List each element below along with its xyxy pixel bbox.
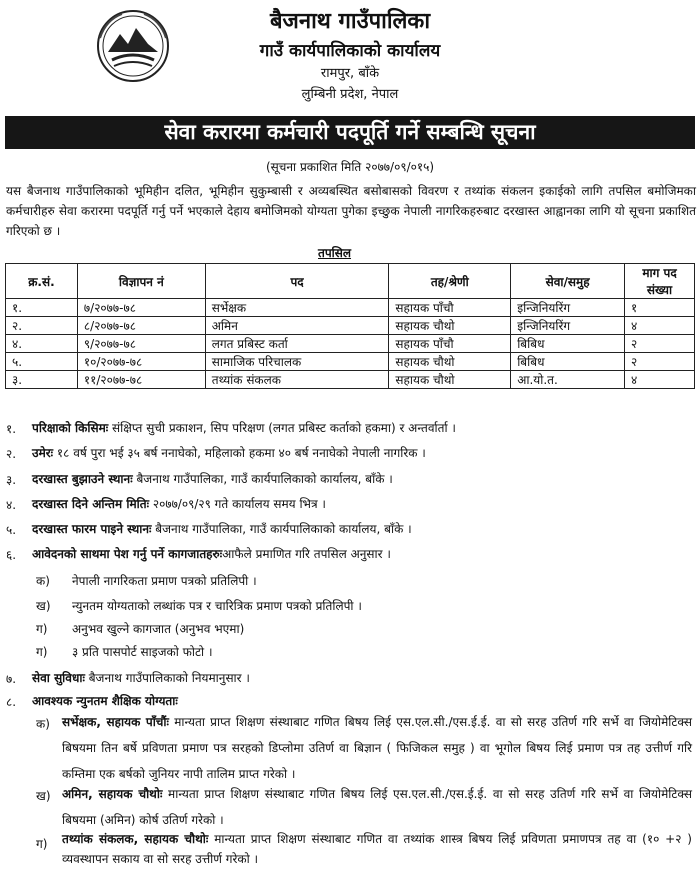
vacancy-table [5,263,695,389]
col-header-service: सेवा/समुह [511,264,625,299]
qual-amin [62,781,692,833]
office-location: रामपुर, बाँके [320,66,380,81]
cell-serial: १. [6,299,78,317]
table-row [6,317,695,335]
doc-mark: ग) [36,622,48,636]
item-number: ५. [6,523,17,537]
qual-mark: क) [36,717,50,731]
doc-experience: अनुभव खुल्ने कागजात (अनुभव भएमा) [72,622,245,636]
cell-advert-no: १०/२०७७-७८ [77,353,205,371]
cell-post: सर्भेक्षक [205,299,389,317]
cell-level: सहायक पाँचौ [389,299,511,317]
doc-mark: ख) [36,599,51,613]
doc-citizenship: नेपाली नागरिकता प्रमाण पत्रको प्रतिलिपी । [72,574,257,588]
col-header-level: तह/श्रेणी [389,264,511,299]
qual-text: मान्यता प्राप्त शिक्षण संस्थाबाट गणित वा तथ्यांक शास्त्र बिषय लिई प्रविणता प्रमाणपत्र तह वा (१० +२ ) व्यवस्थापन सकाय वा सो सरह उत्तीर्ण गरेको । [62,832,692,866]
cell-service: बिबिध [511,353,625,371]
item-deadline [32,496,692,512]
intro-paragraph: यस बैजनाथ गाउँपालिकाको भूमिहीन दलित, भूमिहीन सुकुम्बासी र अव्यबस्थित बसोबासको विवरण र तथ्यांक संकलन इकाईको लागि तपसिल बमोजिमका कर्मचारीहरु सेवा करारमा पदपूर्ति गर्नु पर्ने भएकाले देहाय बमोजिमको योग्यता पुगेका इच्छुक नेपाली नागरिकहरुबाट दरखास्त आह्वानका लागि यो सूचना प्रकाशित गरिएको छ । [6,184,696,238]
qual-label: तथ्यांक संकलक, सहायक चौथोः [62,832,209,846]
item-submission-place [32,471,692,487]
item-required-docs [32,546,692,562]
qual-mark: ग) [36,837,48,851]
item-text: संक्षिप्त सुची प्रकाशन, सिप परिक्षण (लगत प्रबिस्ट कर्ताको हकमा) र अन्तर्वार्ता । [108,421,456,435]
col-header-serial: क्र.सं. [6,264,78,299]
office-name: गाउँ कार्यपालिकाको कार्यालय [259,41,441,61]
cell-count: १ [625,299,695,317]
cell-service: इन्जिनियरिंग [511,317,625,335]
cell-post: लगत प्रबिस्ट कर्ता [205,335,389,353]
cell-advert-no: ७/२०७७-७८ [77,299,205,317]
cell-service: इन्जिनियरिंग [511,299,625,317]
item-label: परिक्षाको किसिमः [32,421,109,435]
org-name: बैजनाथ गाउँपालिका [269,9,431,34]
doc-photo: ३ प्रति पासपोर्ट साइजको फोटो । [72,645,213,659]
cell-serial: ५. [6,353,78,371]
table-row [6,335,695,353]
cell-level: सहायक पाँचौ [389,335,511,353]
cell-serial: ४. [6,335,78,353]
item-min-qualification: आवश्यक न्युनतम शैक्षिक योग्यताः [32,694,178,708]
table-row [6,371,695,389]
item-label: दरखास्त फारम पाइने स्थानः [32,522,152,536]
cell-service: बिबिध [511,335,625,353]
cell-advert-no: ८/२०७७-७८ [77,317,205,335]
cell-service: आ.यो.त. [511,371,625,389]
cell-advert-no: ११/२०७७-७८ [77,371,205,389]
qual-surveyor [62,709,692,787]
item-number: १. [6,422,17,436]
item-number: ७. [6,672,17,686]
office-province: लुम्बिनी प्रदेश, नेपाल [301,87,399,102]
notice-banner: सेवा करारमा कर्मचारी पदपूर्ति गर्ने सम्बन्धि सूचना [5,116,695,149]
item-label: दरखास्त दिने अन्तिम मितिः [32,497,150,511]
item-text: बैजनाथ गाउँपालिका, गाउँ कार्यपालिकाको कार्यालय, बाँके । [132,472,393,486]
item-number: ४. [6,498,17,512]
item-age [32,445,692,461]
doc-mark: ग) [36,645,48,659]
published-date: (सूचना प्रकाशित मिति २०७७/०९/०१५) [265,160,435,174]
qual-label: अमिन, सहायक चौथोः [62,787,163,801]
qual-text: मान्यता प्राप्त शिक्षण संस्थाबाट गणित बिषय लिई एस.एल.सी./एस.ई.ई. वा सो सरह उतिर्ण गरि सर्भे वा जियोमेटिक्स बिषयमा (अमिन) कोर्ष उतिर्ण गरेको । [62,787,692,827]
cell-count: २ [625,353,695,371]
qual-text: मान्यता प्राप्त शिक्षण संस्थाबाट गणित बिषय लिई एस.एल.सी./एस.ई.ई. वा सो सरह उतिर्ण गरि सर्भे वा जियोमेटिक्स बिषयमा तिन बर्षे प्रविणता प्रमाण पत्र सरहको डिप्लोमा उतिर्ण वा बिज्ञान ( फिजिकल समुह ) वा भूगोल बिषय लिई प्रमाण पत्र तह उत्तीर्ण गरि कम्तिमा एक बर्षको जुनियर नापी तालिम प्राप्त गरेको । [62,715,692,781]
cell-post: तथ्यांक संकलक [205,371,389,389]
item-form-place [32,521,692,537]
cell-level: सहायक चौथो [389,317,511,335]
qual-mark: ख) [36,789,51,803]
qual-label: सर्भेक्षक, सहायक पाँचौंः [62,715,169,729]
item-text: २०७७/०९/२९ गते कार्यालय समय भित्र । [149,497,326,511]
item-label: दरखास्त बुझाउने स्थानः [32,472,133,486]
table-header-row [6,264,695,299]
item-number: २. [6,447,17,461]
item-label: उमेरः [32,446,54,460]
cell-serial: २. [6,317,78,335]
item-exam-type [32,420,692,436]
item-text: बैजनाथ गाउँपालिका, गाउँ कार्यपालिकाको कार्यालय, बाँके । [151,522,412,536]
item-number: ३. [6,473,17,487]
cell-post: सामाजिक परिचालक [205,353,389,371]
cell-count: २ [625,335,695,353]
cell-level: सहायक चौथो [389,371,511,389]
item-text: बैजनाथ गाउँपालिकाको नियमानुसार । [84,671,250,685]
cell-post: अमिन [205,317,389,335]
doc-marksheet: न्युनतम योग्यताको लब्धांक पत्र र चारित्रिक प्रमाण पत्रको प्रतिलिपी । [72,599,362,613]
cell-serial: ३. [6,371,78,389]
cell-count: ४ [625,317,695,335]
cell-level: सहायक चौथो [389,353,511,371]
item-label: सेवा सुविधाः [32,671,85,685]
table-row [6,353,695,371]
item-label: आवेदनको साथमा पेश गर्नु पर्ने कागजातहरुः [32,547,223,561]
item-number: ८. [6,695,17,709]
table-title: तपसिल [318,246,352,260]
col-header-advert-no: विज्ञापन नं [77,264,205,299]
col-header-count: माग पद संख्या [625,264,695,299]
item-text: १८ वर्ष पुरा भई ३५ बर्ष ननाघेको, महिलाको हकमा ४० बर्ष ननाघेको नेपाली नागरिक । [53,446,426,460]
municipality-emblem [92,8,174,84]
item-number: ६. [6,548,17,562]
cell-count: ४ [625,371,695,389]
cell-advert-no: ९/२०७७-७८ [77,335,205,353]
item-text: आफैले प्रमाणित गरि तपसिल अनुसार । [222,547,391,561]
table-row [6,299,695,317]
qual-data-collector [62,829,692,869]
item-service-benefits [32,670,692,686]
doc-mark: क) [36,574,50,588]
col-header-post: पद [205,264,389,299]
